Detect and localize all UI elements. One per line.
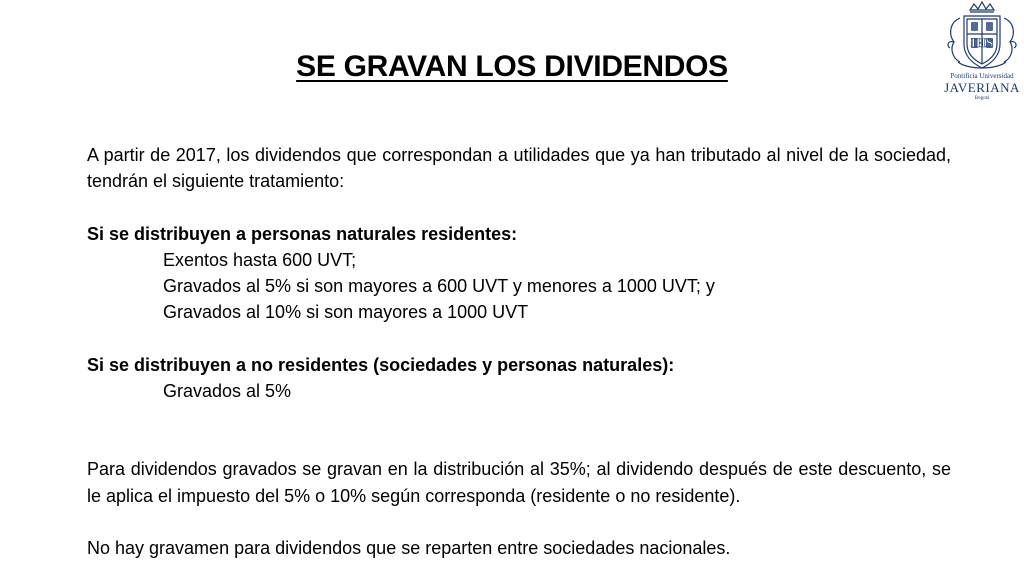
national-companies-paragraph: No hay gravamen para dividendos que se reparten entre sociedades nacionales. [87, 537, 731, 558]
spacer [87, 194, 951, 220]
residents-item: Gravados al 5% si son mayores a 600 UVT y menores a 1000 UVT; y [163, 276, 715, 296]
slide-body [87, 142, 951, 561]
spacer [87, 404, 951, 456]
taxed-dividends-paragraph: Para dividendos gravados se gravan en la distribución al 35%; al dividendo después de este descuento, se le aplica el impuesto del 5% o 10% según corresponda (residente o no residente). [87, 459, 951, 506]
spacer [87, 509, 951, 535]
slide-title: SE GRAVAN LOS DIVIDENDOS [296, 50, 728, 83]
intro-paragraph: A partir de 2017, los dividendos que correspondan a utilidades que ya han tributado al nivel de la sociedad, tendrán el siguiente tratamiento: [87, 145, 951, 192]
spacer [87, 325, 951, 351]
non-residents-heading: Si se distribuyen a no residentes (sociedades y personas naturales): [87, 354, 675, 375]
non-residents-item: Gravados al 5% [163, 380, 292, 401]
logo-monogram: IHS [970, 35, 994, 50]
residents-heading: Si se distribuyen a personas naturales residentes: [87, 223, 518, 244]
residents-item: Gravados al 10% si son mayores a 1000 UVT [163, 302, 529, 323]
logo-line-name: JAVERIANA [944, 80, 1020, 95]
residents-item: Exentos hasta 600 UVT; [163, 249, 357, 270]
logo-line-city: Bogotá [974, 96, 990, 101]
logo-line-university: Pontificia Universidad [950, 72, 1014, 80]
